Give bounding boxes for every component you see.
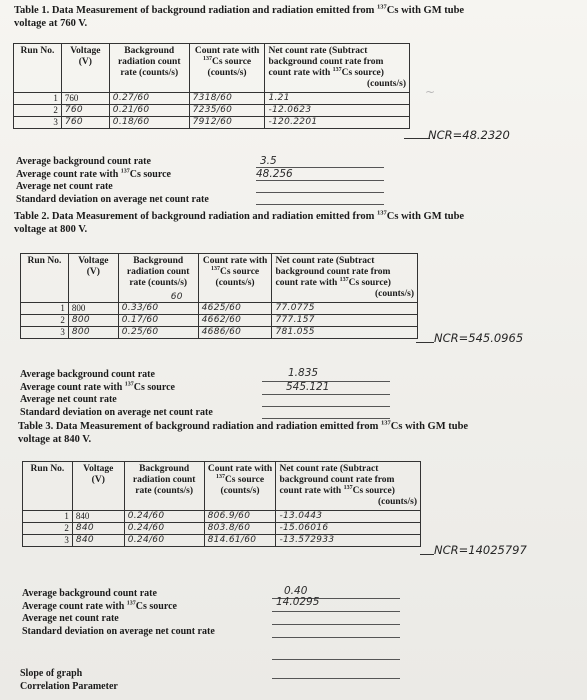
cell-background: 0.17/60 [118,315,198,327]
header-net [272,254,418,303]
h-net-b: Cs source) [341,68,384,78]
footer-slope: Slope of graph [20,668,83,679]
h-net-sup: 137 [332,66,342,73]
answer-line [256,180,384,181]
stat-src-b: Cs source [135,600,177,612]
table-row [14,93,410,105]
stat-src-b: Cs source [129,168,171,180]
h-net-a: Net count rate (Subtract background count rate from count rate with [268,46,384,78]
table3-stats [22,588,215,638]
cell-run: 2 [23,523,73,535]
cell-run: 3 [21,327,69,339]
answer-line [256,192,384,193]
h-net-unit: (counts/s) [377,497,417,507]
cell-count: 803.8/60 [204,523,276,535]
h-b: Cs source (counts/s) [207,57,252,78]
table1 [13,43,410,129]
cell-voltage: 800 [68,315,118,327]
header-count-rate [204,462,276,511]
cell-count: 806.9/60 [204,511,276,523]
h-net-a: Net count rate (Subtract background count rate from count rate with [275,256,391,288]
answer-line [272,624,400,625]
table3-side-note: NCR=14025797 [434,543,527,557]
stat-std: Standard deviation on average net count rate [22,625,215,637]
stat-avg-bg: Average background count rate [16,156,151,167]
footer-block [20,668,118,693]
table1-caption [14,4,464,30]
answer-avg-src: 545.121 [286,381,330,393]
caption-sup: 137 [377,209,387,217]
header-run-text: Run No. [27,256,62,266]
cell-background: 0.24/60 [124,535,204,547]
cell-run: 1 [23,511,73,523]
decorative-smudge: ~ [425,85,436,99]
cell-voltage: 760 [61,117,109,129]
answer-avg-bg: 0.40 [284,585,308,597]
header-background [109,44,189,93]
answer-line [262,406,390,407]
row1-note: 60 [170,292,183,302]
table-row [21,315,418,327]
cell-background: 0.21/60 [109,105,189,117]
stat-src-sup: 137 [124,381,134,388]
header-voltage [68,254,118,303]
table3 [22,461,421,547]
cell-net: -15.06016 [276,523,421,535]
h-b: Cs source (counts/s) [220,475,265,496]
header-net [265,44,410,93]
header-background [118,254,198,303]
answer-line [262,418,390,419]
stat-avg-net: Average net count rate [16,181,113,192]
cell-net: -13.572933 [276,535,421,547]
cell-net: 781.055 [272,327,418,339]
caption-text-2: Cs with GM tube [390,421,469,432]
answer-line [262,394,390,395]
caption-text: Table 1. Data Measurement of background radiation and radiation emitted from [14,5,378,16]
cell-count: 4625/60 [198,303,272,315]
answer-avg-bg: 3.5 [260,155,277,167]
stat-avg-bg: Average background count rate [22,588,157,599]
cell-count: 7318/60 [189,93,265,105]
h-net-unit: (counts/s) [366,79,406,89]
table3-caption [18,420,468,446]
h-net-unit: (counts/s) [374,289,414,299]
table2 [20,253,418,339]
table1-side-note: NCR=48.2320 [428,128,510,142]
stat-avg-net: Average net count rate [20,394,117,405]
caption-text-2: Cs with GM tube [386,5,465,16]
cell-net: 77.0775 [272,303,418,315]
stat-std: Standard deviation on average net count rate [16,193,209,205]
cell-voltage: 840 [72,511,124,523]
answer-line [272,659,400,660]
cell-run: 3 [14,117,62,129]
header-voltage-text: Voltage (V) [70,46,101,67]
h-sup: 137 [210,265,220,272]
cell-voltage: 760 [61,93,109,105]
caption-line2: voltage at 760 V. [14,18,88,29]
header-background-text: Background radiation count rate (counts/s) [132,464,196,496]
cell-voltage: 840 [72,535,124,547]
h-a: Count rate with [194,46,260,56]
header-background-text: Background radiation count rate (counts/s) [117,46,181,78]
h-sup: 137 [215,473,225,480]
h-net-sup: 137 [343,484,353,491]
h-a: Count rate with [207,464,273,474]
stat-avg-src [22,601,215,614]
caption-text-2: Cs with GM tube [386,211,465,222]
header-voltage [72,462,124,511]
table2-side-note: NCR=545.0965 [434,331,524,345]
answer-line [272,678,400,679]
header-voltage [61,44,109,93]
caption-text: Table 3. Data Measurement of background radiation and radiation emitted from [18,421,382,432]
stat-std: Standard deviation on average net count rate [20,406,213,418]
stat-src-a: Average count rate with [20,381,125,393]
table-row [14,117,410,129]
answer-line [272,637,400,638]
cell-net: -13.0443 [276,511,421,523]
cell-background [118,292,198,315]
header-run [14,44,62,93]
caption-sup: 137 [381,419,391,427]
table2-stats [20,369,213,419]
table1-header-row [14,44,410,93]
cell-background: 0.25/60 [118,327,198,339]
cell-voltage: 800 [68,303,118,315]
cell-net: 777.157 [272,315,418,327]
stat-src-b: Cs source [133,381,175,393]
answer-line [256,204,384,205]
header-run [21,254,69,303]
cell-count: 7912/60 [189,117,265,129]
cell-net: -120.2201 [265,117,410,129]
cell-background: 0.24/60 [124,511,204,523]
h-a: Count rate with [202,256,268,266]
header-count-rate [198,254,272,303]
table-row [23,535,421,547]
stat-avg-src [16,169,209,182]
cell-run: 1 [14,93,62,105]
table-row [21,327,418,339]
caption-text: Table 2. Data Measurement of background radiation and radiation emitted from [14,211,378,222]
h-net-b: Cs source) [352,486,395,496]
cell-count: 4686/60 [198,327,272,339]
header-count-rate [189,44,265,93]
h-net-sup: 137 [339,276,349,283]
stat-avg-net: Average net count rate [22,613,119,624]
cell-background: 0.24/60 [124,523,204,535]
cell-run: 2 [14,105,62,117]
table-row [21,303,418,315]
stat-src-sup: 137 [126,600,136,607]
cell-background-text: 0.33/60 [121,303,159,313]
h-net-a: Net count rate (Subtract background count rate from count rate with [279,464,395,496]
cell-count: 814.61/60 [204,535,276,547]
answer-line [272,611,400,612]
caption-line2: voltage at 800 V. [14,224,88,235]
table-row [23,523,421,535]
h-b: Cs source (counts/s) [215,267,260,288]
stat-src-a: Average count rate with [22,600,127,612]
cell-background: 0.18/60 [109,117,189,129]
answer-avg-bg: 1.835 [288,367,319,379]
arrow-line [416,342,434,343]
cell-count: 7235/60 [189,105,265,117]
header-voltage-text: Voltage (V) [83,464,114,485]
cell-count: 4662/60 [198,315,272,327]
cell-run: 1 [21,303,69,315]
cell-run: 3 [23,535,73,547]
table2-caption [14,210,464,236]
header-run-text: Run No. [30,464,65,474]
stat-src-sup: 137 [120,168,130,175]
h-sup: 137 [202,55,212,62]
cell-voltage: 800 [68,327,118,339]
cell-background: 0.27/60 [109,93,189,105]
footer-correlation: Correlation Parameter [20,680,118,692]
header-background [124,462,204,511]
cell-voltage: 760 [61,105,109,117]
table-row [23,511,421,523]
cell-net: 1.21 [265,93,410,105]
header-run-text: Run No. [20,46,55,56]
table-row [14,105,410,117]
answer-avg-src: 14.0295 [276,596,320,608]
cell-voltage: 840 [72,523,124,535]
cell-run: 2 [21,315,69,327]
header-background-text: Background radiation count rate (counts/s) [126,256,190,288]
table2-header-row [21,254,418,303]
caption-line2: voltage at 840 V. [18,434,92,445]
stat-src-a: Average count rate with [16,168,121,180]
answer-avg-src: 48.256 [256,168,293,180]
header-voltage-text: Voltage (V) [78,256,109,277]
cell-net: -12.0623 [265,105,410,117]
arrow-line [420,554,434,555]
stat-avg-src [20,382,213,395]
header-run [23,462,73,511]
caption-sup: 137 [377,3,387,11]
table1-stats [16,156,209,206]
arrow-line [404,138,430,139]
h-net-b: Cs source) [348,278,391,288]
stat-avg-bg: Average background count rate [20,369,155,380]
header-net [276,462,421,511]
table3-header-row [23,462,421,511]
